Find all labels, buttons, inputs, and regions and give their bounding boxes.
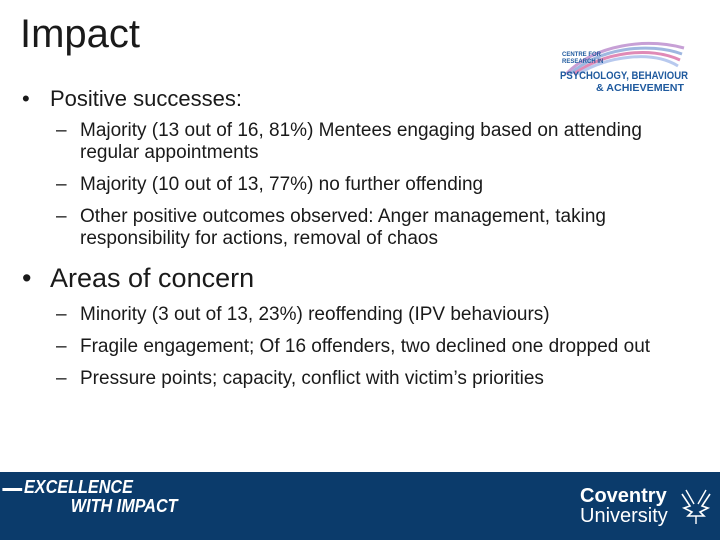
sub-bullet <box>20 368 660 390</box>
excellence-line2: WITH IMPACT <box>70 496 178 516</box>
excellence-with-impact-logo <box>24 478 178 516</box>
stripe-decoration <box>2 488 22 491</box>
coventry-university-logo <box>580 486 668 526</box>
logo-line4: & ACHIEVEMENT <box>596 83 684 94</box>
bullet-glyph: • <box>22 86 30 111</box>
dash-glyph: – <box>56 206 67 227</box>
sub-bullet <box>20 206 660 250</box>
sub-bullet-text: Minority (3 out of 13, 23%) reoffending (IPV behaviours) <box>80 304 550 325</box>
sub-bullet <box>20 174 660 196</box>
sub-bullet <box>20 304 660 326</box>
dash-glyph: – <box>56 120 67 141</box>
bullet-positive-successes <box>20 84 660 114</box>
sub-bullet-text: Other positive outcomes observed: Anger management, taking responsibility for actions, removal of chaos <box>80 206 606 249</box>
university-line1: Coventry <box>580 485 667 507</box>
logo-line3: PSYCHOLOGY, BEHAVIOUR <box>560 70 689 82</box>
dash-glyph: – <box>56 174 67 195</box>
excellence-line1: EXCELLENCE <box>24 477 133 497</box>
logo-line2: RESEARCH IN <box>562 59 604 65</box>
sub-bullet <box>20 120 660 164</box>
footer-bar <box>0 472 720 540</box>
bullet-heading: Areas of concern <box>50 263 255 293</box>
logo-line1: CENTRE FOR <box>562 52 601 58</box>
dash-glyph: – <box>56 336 67 357</box>
dash-glyph: – <box>56 368 67 389</box>
bullet-glyph: • <box>22 263 32 293</box>
sub-bullet-text: Fragile engagement; Of 16 offenders, two declined one dropped out <box>80 336 651 357</box>
sub-bullet-text: Majority (13 out of 16, 81%) Mentees engaging based on attending regular appointments <box>80 120 642 163</box>
sub-bullet <box>20 336 660 358</box>
bullet-heading: Positive successes: <box>50 86 242 111</box>
bullet-areas-of-concern <box>20 260 660 296</box>
dash-glyph: – <box>56 304 67 325</box>
sub-bullet-text: Pressure points; capacity, conflict with victim’s priorities <box>80 368 544 389</box>
slide-body <box>20 84 660 400</box>
university-line2: University <box>580 505 668 527</box>
sub-bullet-text: Majority (10 out of 13, 77%) no further offending <box>80 174 484 195</box>
eagle-icon <box>678 486 714 526</box>
slide-title: Impact <box>20 12 141 56</box>
